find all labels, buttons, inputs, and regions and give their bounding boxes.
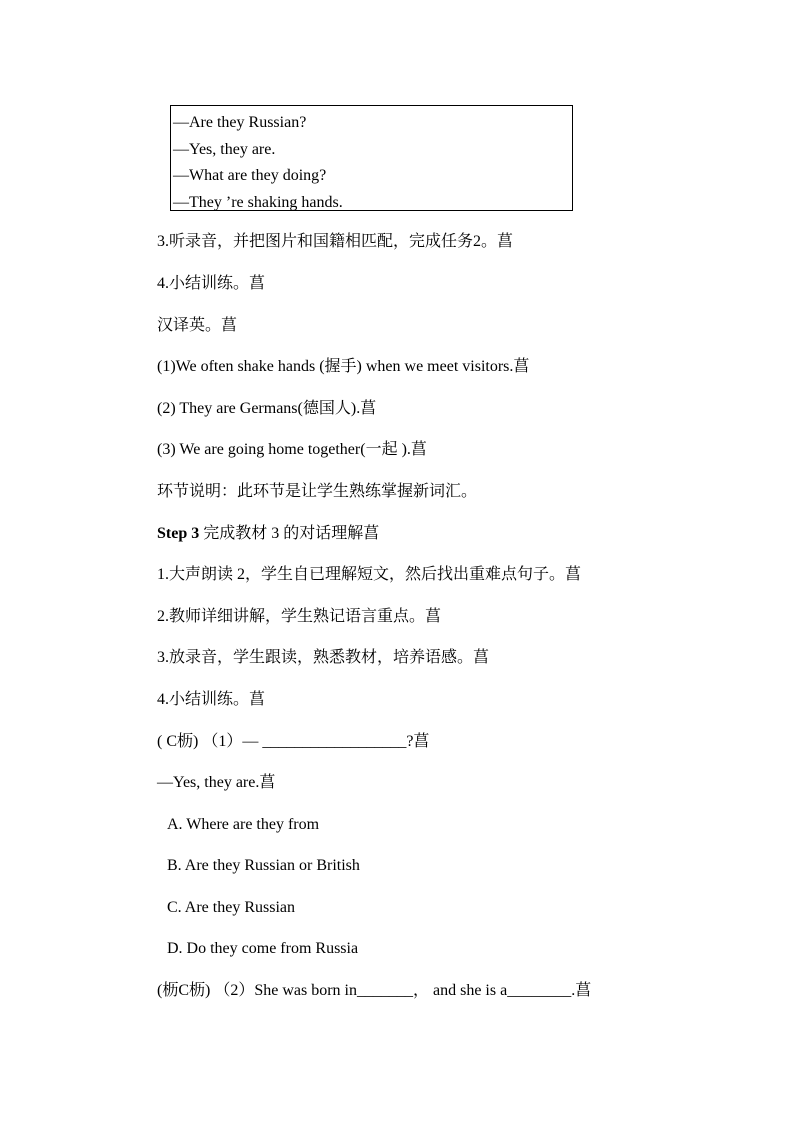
translate-item-2: (2) They are Germans(德国人).菖 (157, 400, 377, 417)
heading-translate: 汉译英。菖 (157, 317, 238, 334)
step-3-label: Step 3 (157, 525, 200, 542)
translate-item-1: (1)We often shake hands (握手) when we meet visitors.菖 (157, 358, 530, 375)
option-c: C. Are they Russian (167, 899, 295, 916)
step-3-item-3: 3.放录音，学生跟读，熟悉教材，培养语感。菖 (157, 649, 490, 666)
option-a: A. Where are they from (167, 816, 320, 833)
section-note: 环节说明：此环节是让学生熟练掌握新词汇。 (157, 483, 478, 500)
dialog-line-3: —What are they doing? (173, 167, 327, 184)
dialog-line-1: —Are they Russian? (173, 114, 307, 131)
step-3-item-1: 1.大声朗读 2，学生自已理解短文，然后找出重难点句子。菖 (157, 566, 582, 583)
step-3-item-2: 2.教师详细讲解，学生熟记语言重点。菖 (157, 608, 442, 625)
question-2: (枥C枥) （2）She was born in_______， and she is a________.菖 (157, 982, 592, 999)
question-1: ( C枥) （1）— __________________?菖 (157, 733, 430, 750)
dialog-line-2: —Yes, they are. (173, 140, 276, 158)
dialog-box (170, 105, 573, 211)
option-d: D. Do they come from Russia (167, 940, 359, 957)
question-1-answer-line: —Yes, they are.菖 (157, 774, 276, 791)
option-b: B. Are they Russian or British (167, 857, 360, 874)
step-3-heading (157, 524, 379, 544)
step-3-item-4: 4.小结训练。菖 (157, 691, 266, 708)
translate-item-3: (3) We are going home together(一起 ).菖 (157, 441, 427, 458)
dialog-line-4: —They ’re shaking hands. (173, 193, 343, 211)
instruction-summary-practice: 4.小结训练。菖 (157, 275, 266, 292)
instruction-listen-match: 3.听录音，并把图片和国籍相匹配，完成任务2。菖 (157, 233, 514, 250)
step-3-title: 完成教材 3 的对话理解菖 (199, 525, 380, 542)
